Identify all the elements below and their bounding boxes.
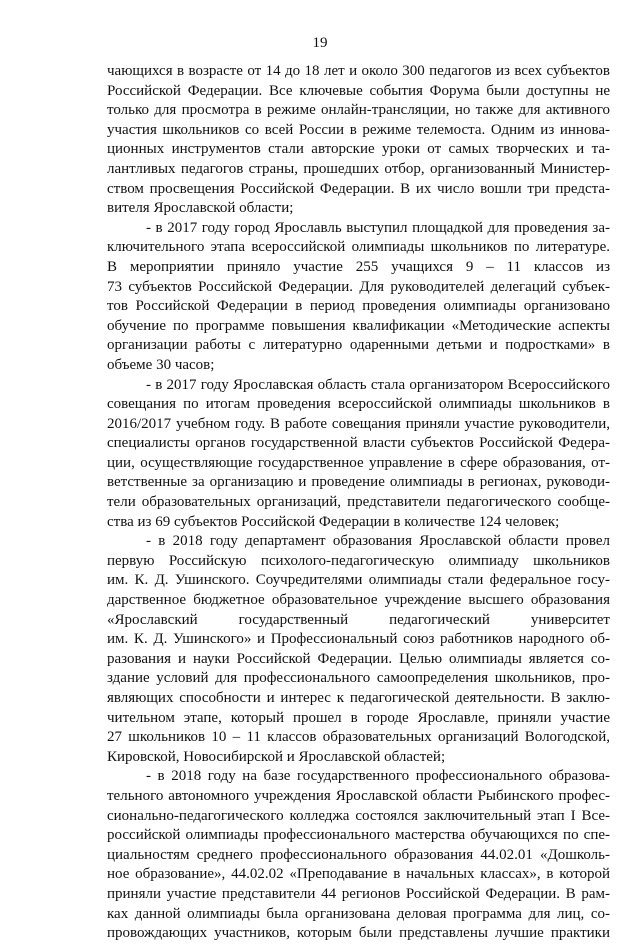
text-line: ках данной олимпиады была организована деловая программа для лиц, со- (107, 905, 610, 922)
text-line: циальностям среднего профессионального образования 44.02.01 «Дошколь- (107, 846, 610, 863)
text-line: приняли участие представители 44 регионов Российской Федерации. В рам- (107, 885, 610, 902)
text-line: обучение по программе повышения квалификации «Методические аспекты (107, 317, 610, 334)
text-line: - в 2017 году Ярославская область стала организатором Всероссийского (146, 376, 610, 393)
text-line: лантливых педагогов страны, прошедших отбор, организованный Министер- (107, 160, 610, 177)
text-line: дарственное бюджетное образовательное учреждение высшего образования (107, 592, 610, 609)
text-line: им. К. Д. Ушинского» и Профессиональный союз работников народного об- (107, 631, 610, 648)
text-line: тели образовательных организаций, представители педагогического сообще- (107, 494, 610, 511)
text-line: - в 2018 году департамент образования Ярославской области провел (146, 533, 610, 550)
text-line: - в 2018 году на базе государственного профессионального образова- (146, 768, 610, 785)
text-line: разования и науки Российской Федерации. Целью олимпиады является со- (107, 650, 610, 667)
text-line: «Ярославский государственный педагогический университет (107, 611, 610, 628)
text-line: организации работы с литературно одаренными детьми и подростками» в (107, 337, 610, 354)
text-line: Кировской, Новосибирской и Ярославской областей; (107, 748, 446, 765)
text-line: ством просвещения Российской Федерации. В их число вошли три предста- (107, 180, 610, 197)
text-line: специалисты органов государственной власти субъектов Российской Федера- (107, 435, 610, 452)
body-text (107, 62, 610, 944)
text-line: ства из 69 субъектов Российской Федерации в количестве 124 человек; (107, 513, 560, 530)
text-line: им. К. Д. Ушинского. Соучредителями олимпиады стали федеральное госу- (107, 572, 610, 589)
text-line: являющих способности и интерес к педагогической деятельности. В заклю- (107, 690, 610, 706)
text-line: ции, осуществляющие государственное управление в сфере образования, от- (107, 454, 610, 471)
text-line: 27 школьников 10 – 11 классов образовательных организаций Вологодской, (107, 729, 610, 746)
text-line: тельного автономного учреждения Ярославской области Рыбинского профес- (107, 787, 610, 804)
text-line: чительном этапе, который прошел в городе Ярославле, приняли участие (107, 709, 610, 726)
text-line: Российской Федерации. Все ключевые события Форума были доступны не (107, 82, 610, 99)
text-line: 2016/2017 учебном году. В работе совещания приняли участие руководители, (107, 415, 610, 432)
text-line: только для просмотра в режиме онлайн-трансляции, но также для активного (107, 102, 610, 119)
text-line: чающихся в возрасте от 14 до 18 лет и около 300 педагогов из всех субъектов (107, 63, 610, 79)
text-line: российской олимпиады профессионального мастерства обучающихся по спе- (107, 827, 610, 844)
text-line: объеме 30 часов; (107, 356, 215, 373)
text-line: ключительного этапа всероссийской олимпиады школьников по литературе. (107, 239, 610, 256)
text-line: участия школьников со всей России в режиме телемоста. Одним из иннова- (107, 121, 610, 138)
text-line: - в 2017 году город Ярославль выступил площадкой для проведения за- (146, 219, 610, 236)
text-line: вителя Ярославской области; (107, 200, 294, 217)
text-line: ное образование», 44.02.02 «Преподавание в начальных классах», в которой (107, 866, 610, 883)
text-line: ветственные за организацию и проведение олимпиады в регионах, руководи- (107, 474, 610, 491)
page-number: 19 (312, 35, 328, 51)
text-line: тов Российской Федерации в период проведения олимпиады организовано (107, 298, 610, 315)
text-line: первую Российскую психолого-педагогическую олимпиаду школьников (107, 552, 610, 569)
text-line: совещания по итогам проведения всероссийской олимпиады школьников в (107, 396, 610, 413)
text-line: сионально-педагогического колледжа состоялся заключительный этап I Все- (107, 807, 610, 824)
text-line: ционных инструментов стали авторские уроки от самых творческих и та- (107, 141, 610, 158)
text-line: здание условий для профессионального самоопределения школьников, про- (107, 670, 610, 687)
text-line: провождающих участников, которым были представлены лучшие практики (107, 925, 610, 942)
text-line: 73 субъектов Российской Федерации. Для руководителей делегаций субъек- (107, 278, 610, 295)
text-line: В мероприятии приняло участие 255 учащихся 9 – 11 классов из (107, 258, 610, 275)
